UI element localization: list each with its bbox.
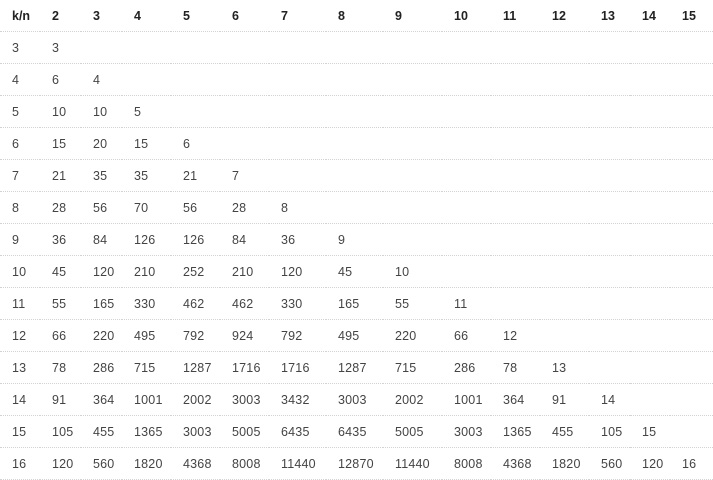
header-cell-n-5: 5 xyxy=(171,0,220,32)
value-cell xyxy=(670,384,713,416)
header-cell-n-7: 7 xyxy=(269,0,326,32)
value-cell: 10 xyxy=(81,96,122,128)
value-cell xyxy=(589,160,630,192)
value-cell xyxy=(670,160,713,192)
value-cell: 7 xyxy=(220,160,269,192)
value-cell xyxy=(670,416,713,448)
value-cell xyxy=(670,192,713,224)
value-cell: 120 xyxy=(40,448,81,480)
table-row xyxy=(0,352,713,384)
value-cell: 792 xyxy=(171,320,220,352)
value-cell xyxy=(491,64,540,96)
value-cell xyxy=(326,192,383,224)
value-cell xyxy=(540,192,589,224)
value-cell: 66 xyxy=(40,320,81,352)
row-label-cell: 3 xyxy=(0,32,40,64)
value-cell xyxy=(171,64,220,96)
value-cell xyxy=(326,128,383,160)
value-cell: 10 xyxy=(383,256,442,288)
value-cell: 12 xyxy=(491,320,540,352)
value-cell xyxy=(630,256,670,288)
value-cell: 1716 xyxy=(269,352,326,384)
value-cell: 11440 xyxy=(269,448,326,480)
value-cell: 45 xyxy=(40,256,81,288)
value-cell xyxy=(442,96,491,128)
value-cell: 3003 xyxy=(171,416,220,448)
value-cell: 3003 xyxy=(442,416,491,448)
value-cell: 2002 xyxy=(171,384,220,416)
value-cell xyxy=(383,128,442,160)
value-cell: 55 xyxy=(40,288,81,320)
value-cell: 1001 xyxy=(122,384,171,416)
value-cell xyxy=(442,256,491,288)
value-cell: 36 xyxy=(269,224,326,256)
value-cell xyxy=(491,288,540,320)
value-cell: 165 xyxy=(326,288,383,320)
table-row xyxy=(0,384,713,416)
value-cell: 14 xyxy=(589,384,630,416)
header-cell-n-12: 12 xyxy=(540,0,589,32)
value-cell: 1001 xyxy=(442,384,491,416)
table-body xyxy=(0,32,713,480)
value-cell xyxy=(630,32,670,64)
value-cell xyxy=(269,96,326,128)
value-cell: 35 xyxy=(81,160,122,192)
value-cell xyxy=(630,96,670,128)
value-cell xyxy=(491,96,540,128)
value-cell xyxy=(630,64,670,96)
row-label-cell: 8 xyxy=(0,192,40,224)
value-cell xyxy=(540,224,589,256)
row-label-cell: 13 xyxy=(0,352,40,384)
table-row xyxy=(0,448,713,480)
value-cell xyxy=(442,128,491,160)
value-cell: 165 xyxy=(81,288,122,320)
value-cell xyxy=(383,192,442,224)
value-cell: 5 xyxy=(122,96,171,128)
value-cell: 70 xyxy=(122,192,171,224)
value-cell xyxy=(630,320,670,352)
value-cell xyxy=(326,96,383,128)
value-cell: 11440 xyxy=(383,448,442,480)
value-cell: 10 xyxy=(40,96,81,128)
value-cell: 6 xyxy=(40,64,81,96)
value-cell xyxy=(491,224,540,256)
value-cell: 84 xyxy=(220,224,269,256)
value-cell: 126 xyxy=(171,224,220,256)
value-cell: 252 xyxy=(171,256,220,288)
value-cell: 1365 xyxy=(491,416,540,448)
value-cell xyxy=(670,96,713,128)
table-row xyxy=(0,416,713,448)
value-cell xyxy=(589,256,630,288)
header-cell-n-11: 11 xyxy=(491,0,540,32)
value-cell xyxy=(589,96,630,128)
value-cell: 364 xyxy=(491,384,540,416)
value-cell xyxy=(670,320,713,352)
value-cell xyxy=(220,32,269,64)
value-cell xyxy=(540,64,589,96)
value-cell xyxy=(630,384,670,416)
value-cell: 15 xyxy=(630,416,670,448)
header-cell-n-13: 13 xyxy=(589,0,630,32)
value-cell: 330 xyxy=(122,288,171,320)
value-cell: 126 xyxy=(122,224,171,256)
table-row xyxy=(0,320,713,352)
value-cell xyxy=(220,128,269,160)
value-cell xyxy=(326,64,383,96)
row-label-cell: 7 xyxy=(0,160,40,192)
value-cell: 4368 xyxy=(491,448,540,480)
value-cell xyxy=(630,192,670,224)
value-cell: 455 xyxy=(81,416,122,448)
value-cell xyxy=(326,160,383,192)
value-cell: 78 xyxy=(40,352,81,384)
value-cell: 20 xyxy=(81,128,122,160)
value-cell: 1820 xyxy=(122,448,171,480)
value-cell xyxy=(670,224,713,256)
value-cell xyxy=(589,224,630,256)
value-cell: 55 xyxy=(383,288,442,320)
value-cell xyxy=(630,288,670,320)
table-row xyxy=(0,96,713,128)
value-cell: 3 xyxy=(40,32,81,64)
value-cell: 210 xyxy=(220,256,269,288)
value-cell xyxy=(269,128,326,160)
value-cell xyxy=(670,128,713,160)
value-cell xyxy=(171,96,220,128)
value-cell xyxy=(540,128,589,160)
value-cell xyxy=(269,160,326,192)
value-cell xyxy=(269,64,326,96)
value-cell xyxy=(491,192,540,224)
value-cell: 462 xyxy=(171,288,220,320)
value-cell xyxy=(589,288,630,320)
value-cell xyxy=(383,64,442,96)
header-cell-n-14: 14 xyxy=(630,0,670,32)
row-label-cell: 10 xyxy=(0,256,40,288)
value-cell: 1820 xyxy=(540,448,589,480)
value-cell xyxy=(383,160,442,192)
row-label-cell: 14 xyxy=(0,384,40,416)
value-cell: 21 xyxy=(40,160,81,192)
value-cell xyxy=(589,128,630,160)
row-label-cell: 12 xyxy=(0,320,40,352)
value-cell xyxy=(540,256,589,288)
value-cell: 28 xyxy=(220,192,269,224)
value-cell xyxy=(122,64,171,96)
value-cell xyxy=(383,224,442,256)
value-cell: 220 xyxy=(383,320,442,352)
value-cell: 1365 xyxy=(122,416,171,448)
value-cell: 36 xyxy=(40,224,81,256)
value-cell: 56 xyxy=(171,192,220,224)
value-cell: 105 xyxy=(589,416,630,448)
value-cell: 45 xyxy=(326,256,383,288)
value-cell xyxy=(220,96,269,128)
value-cell xyxy=(220,64,269,96)
value-cell xyxy=(442,224,491,256)
value-cell xyxy=(442,64,491,96)
value-cell xyxy=(630,160,670,192)
value-cell xyxy=(326,32,383,64)
value-cell xyxy=(491,160,540,192)
table-row xyxy=(0,256,713,288)
value-cell xyxy=(670,256,713,288)
value-cell: 715 xyxy=(383,352,442,384)
value-cell: 5005 xyxy=(220,416,269,448)
value-cell: 495 xyxy=(326,320,383,352)
value-cell xyxy=(171,32,220,64)
row-label-cell: 11 xyxy=(0,288,40,320)
value-cell xyxy=(589,192,630,224)
value-cell: 1287 xyxy=(326,352,383,384)
value-cell xyxy=(540,32,589,64)
value-cell: 1716 xyxy=(220,352,269,384)
header-cell-n-15: 15 xyxy=(670,0,713,32)
value-cell xyxy=(269,32,326,64)
value-cell: 56 xyxy=(81,192,122,224)
table-row xyxy=(0,288,713,320)
value-cell: 715 xyxy=(122,352,171,384)
value-cell: 3003 xyxy=(326,384,383,416)
value-cell xyxy=(589,64,630,96)
value-cell: 16 xyxy=(670,448,713,480)
value-cell xyxy=(491,32,540,64)
header-cell-n-6: 6 xyxy=(220,0,269,32)
value-cell xyxy=(540,320,589,352)
table-row xyxy=(0,128,713,160)
value-cell: 91 xyxy=(540,384,589,416)
value-cell: 2002 xyxy=(383,384,442,416)
value-cell: 15 xyxy=(40,128,81,160)
header-cell-n-3: 3 xyxy=(81,0,122,32)
value-cell: 8008 xyxy=(220,448,269,480)
value-cell: 924 xyxy=(220,320,269,352)
value-cell: 120 xyxy=(81,256,122,288)
value-cell: 286 xyxy=(442,352,491,384)
row-label-cell: 15 xyxy=(0,416,40,448)
header-cell-n-4: 4 xyxy=(122,0,171,32)
value-cell: 105 xyxy=(40,416,81,448)
table-row xyxy=(0,160,713,192)
value-cell: 120 xyxy=(630,448,670,480)
value-cell xyxy=(491,256,540,288)
table-row xyxy=(0,32,713,64)
table-row xyxy=(0,192,713,224)
table-row xyxy=(0,64,713,96)
value-cell xyxy=(589,352,630,384)
value-cell xyxy=(589,32,630,64)
value-cell xyxy=(630,224,670,256)
value-cell xyxy=(383,32,442,64)
row-label-cell: 6 xyxy=(0,128,40,160)
value-cell: 11 xyxy=(442,288,491,320)
value-cell: 91 xyxy=(40,384,81,416)
value-cell: 15 xyxy=(122,128,171,160)
value-cell: 220 xyxy=(81,320,122,352)
row-label-cell: 16 xyxy=(0,448,40,480)
value-cell: 1287 xyxy=(171,352,220,384)
value-cell xyxy=(491,128,540,160)
value-cell: 35 xyxy=(122,160,171,192)
value-cell xyxy=(122,32,171,64)
value-cell: 9 xyxy=(326,224,383,256)
value-cell xyxy=(670,32,713,64)
value-cell: 8008 xyxy=(442,448,491,480)
value-cell: 120 xyxy=(269,256,326,288)
value-cell: 462 xyxy=(220,288,269,320)
row-label-cell: 9 xyxy=(0,224,40,256)
value-cell xyxy=(81,32,122,64)
value-cell: 364 xyxy=(81,384,122,416)
value-cell xyxy=(540,288,589,320)
value-cell: 78 xyxy=(491,352,540,384)
value-cell: 66 xyxy=(442,320,491,352)
value-cell: 560 xyxy=(589,448,630,480)
value-cell: 210 xyxy=(122,256,171,288)
value-cell xyxy=(383,96,442,128)
header-cell-n-8: 8 xyxy=(326,0,383,32)
header-cell-n-9: 9 xyxy=(383,0,442,32)
header-cell-n-10: 10 xyxy=(442,0,491,32)
value-cell: 330 xyxy=(269,288,326,320)
value-cell xyxy=(442,192,491,224)
value-cell: 6435 xyxy=(326,416,383,448)
value-cell: 455 xyxy=(540,416,589,448)
value-cell xyxy=(540,96,589,128)
value-cell: 84 xyxy=(81,224,122,256)
value-cell xyxy=(670,64,713,96)
header-row xyxy=(0,0,713,32)
value-cell xyxy=(442,160,491,192)
value-cell: 13 xyxy=(540,352,589,384)
value-cell: 560 xyxy=(81,448,122,480)
table-row xyxy=(0,224,713,256)
value-cell: 792 xyxy=(269,320,326,352)
value-cell xyxy=(670,288,713,320)
value-cell: 5005 xyxy=(383,416,442,448)
value-cell: 8 xyxy=(269,192,326,224)
value-cell xyxy=(630,128,670,160)
value-cell: 28 xyxy=(40,192,81,224)
value-cell: 21 xyxy=(171,160,220,192)
value-cell: 4 xyxy=(81,64,122,96)
header-cell-k-n: k/n xyxy=(0,0,40,32)
row-label-cell: 5 xyxy=(0,96,40,128)
row-label-cell: 4 xyxy=(0,64,40,96)
header-cell-n-2: 2 xyxy=(40,0,81,32)
value-cell xyxy=(670,352,713,384)
value-cell xyxy=(442,32,491,64)
value-cell: 12870 xyxy=(326,448,383,480)
value-cell: 3003 xyxy=(220,384,269,416)
value-cell: 6 xyxy=(171,128,220,160)
value-cell xyxy=(540,160,589,192)
value-cell: 3432 xyxy=(269,384,326,416)
value-cell xyxy=(630,352,670,384)
value-cell xyxy=(589,320,630,352)
value-cell: 4368 xyxy=(171,448,220,480)
value-cell: 495 xyxy=(122,320,171,352)
value-cell: 6435 xyxy=(269,416,326,448)
value-cell: 286 xyxy=(81,352,122,384)
